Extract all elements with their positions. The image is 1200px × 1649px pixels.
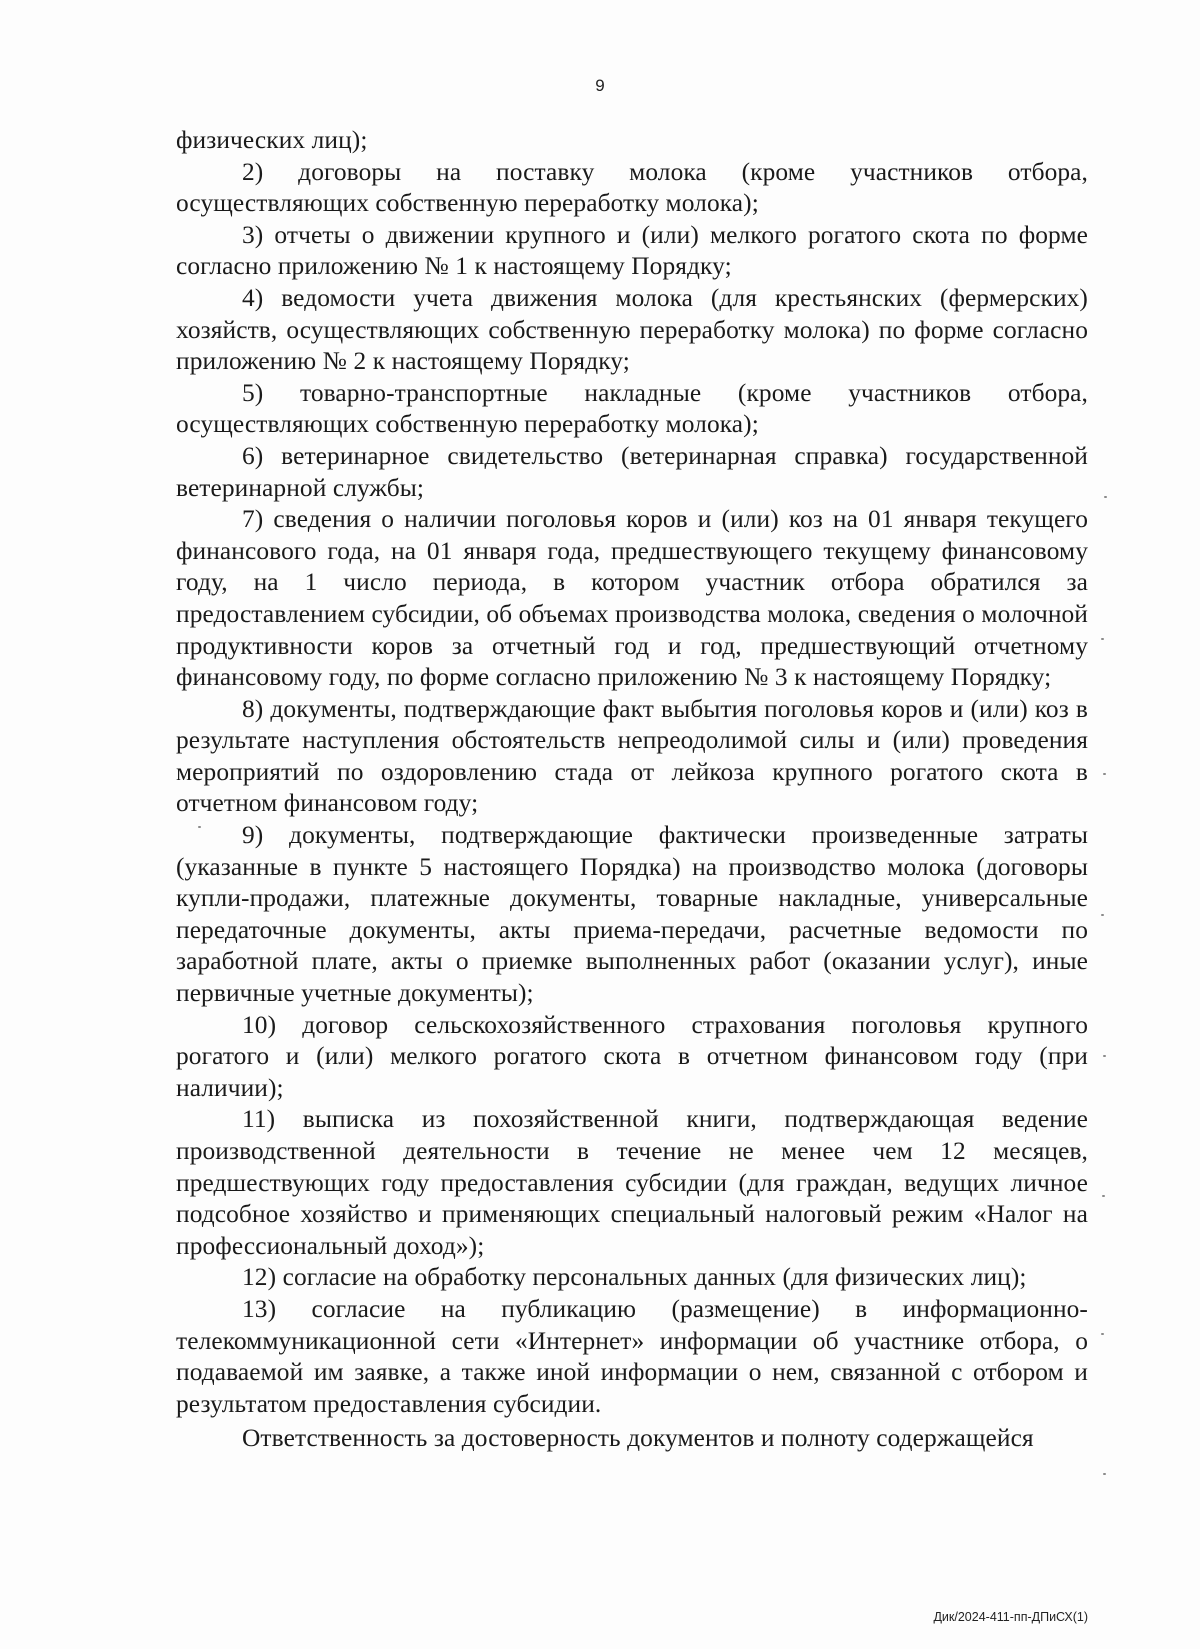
scan-speck <box>1101 914 1104 916</box>
document-code: Дик/2024-411-пп-ДПиСХ(1) <box>933 1610 1088 1624</box>
scan-speck <box>1101 1333 1104 1335</box>
list-item-5: 5) товарно-транспортные накладные (кроме участников отбора, осуществляющих собственную переработку молока); <box>176 378 1088 439</box>
list-item-13: 13) согласие на публикацию (размещение) в информационно-телекоммуникационной сети «Интернет» информации об участнике отбора, о подаваемой им заявке, а также иной информации о нем, связанной с отбором и результатом предоставления субсидии. <box>176 1294 1088 1418</box>
paragraph-continuation: физических лиц); <box>176 126 368 154</box>
scan-speck <box>1103 773 1106 775</box>
document-body <box>176 125 1088 1455</box>
scan-speck <box>1102 1195 1105 1197</box>
scan-speck <box>1104 496 1107 498</box>
list-item-2: 2) договоры на поставку молока (кроме участников отбора, осуществляющих собственную переработку молока); <box>176 157 1088 218</box>
list-item-8: 8) документы, подтверждающие факт выбытия поголовья коров и (или) коз в результате наступления обстоятельств непреодолимой силы и (или) проведения мероприятий по оздоровлению стада от лейкоза крупного рогатого скота в отчетном финансовом году; <box>176 694 1088 818</box>
page-number: 9 <box>595 76 605 95</box>
list-item-12: 12) согласие на обработку персональных данных (для физических лиц); <box>242 1263 1027 1292</box>
list-item-7: 7) сведения о наличии поголовья коров и (или) коз на 01 января текущего финансового года, на 01 января года, предшествующего текущему финансовому году, на 1 число периода, в котором участник отбора обратился за предоставлением субсидии, об объемах производства молока, сведения о молочной продуктивности коров за отчетный год и год, предшествующий отчетному финансовому году, по форме согласно приложению № 3 к настоящему Порядку; <box>176 505 1088 692</box>
scan-speck <box>1103 1473 1106 1475</box>
scan-speck <box>198 826 201 828</box>
list-item-11: 11) выписка из похозяйственной книги, подтверждающая ведение производственной деятельности в течение не менее чем 12 месяцев, предшествующих году предоставления субсидии (для граждан, ведущих личное подсобное хозяйство и применяющих специальный налоговый режим «Налог на профессиональный доход»); <box>176 1105 1088 1260</box>
list-item-10: 10) договор сельскохозяйственного страхования поголовья крупного рогатого и (или) мелкого рогатого скота в отчетном финансовом году (при наличии); <box>176 1010 1088 1102</box>
list-item-9: 9) документы, подтверждающие фактически произведенные затраты (указанные в пункте 5 настоящего Порядка) на производство молока (договоры купли-продажи, платежные документы, товарные накладные, универсальные передаточные документы, акты приема-передачи, расчетные ведомости по заработной плате, акты о приемке выполненных работ (оказании услуг), иные первичные учетные документы); <box>176 821 1088 1008</box>
closing-paragraph: Ответственность за достоверность документов и полноту содержащейся <box>242 1424 1034 1453</box>
scan-speck <box>1103 1055 1106 1057</box>
list-item-3: 3) отчеты о движении крупного и (или) мелкого рогатого скота по форме согласно приложению № 1 к настоящему Порядку; <box>176 220 1088 281</box>
list-item-6: 6) ветеринарное свидетельство (ветеринарная справка) государственной ветеринарной службы; <box>176 441 1088 502</box>
scan-speck <box>1101 638 1104 640</box>
list-item-4: 4) ведомости учета движения молока (для крестьянских (фермерских) хозяйств, осуществляющих собственную переработку молока) по форме согласно приложению № 2 к настоящему Порядку; <box>176 283 1088 376</box>
